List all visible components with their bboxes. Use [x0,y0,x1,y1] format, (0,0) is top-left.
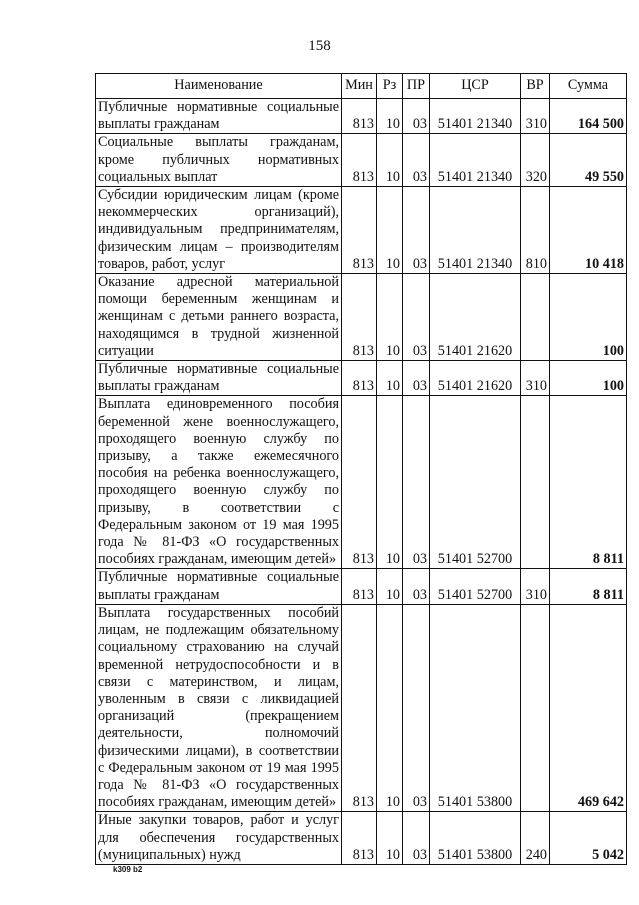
header-pr: ПР [403,74,430,99]
row-vr: 810 [521,187,550,274]
row-min: 813 [342,99,377,134]
row-vr: 310 [521,569,550,604]
row-sum: 8 811 [550,569,627,604]
row-pr: 03 [403,569,430,604]
row-vr: 310 [521,361,550,396]
row-pr: 03 [403,274,430,361]
row-name: Субсидии юридическим лицам (кроме некоммерческих организаций), индивидуальным предпринимателям, физическим лицам – производителям товаров, работ, услуг [96,187,342,274]
row-sum: 49 550 [550,134,627,187]
row-name: Выплата единовременного пособия беременной жене военнослужащего, проходящего военную службу по призыву, а также ежемесячного пособия на ребенка военнослужащего, проходящего военную службу по призыву, в соответствии с Федеральным законом от 19 мая 1995 года № 81-ФЗ «О государственных пособиях гражданам, имеющим детей» [96,396,342,569]
row-rz: 10 [377,187,403,274]
row-sum: 100 [550,361,627,396]
row-pr: 03 [403,604,430,811]
row-sum: 8 811 [550,396,627,569]
row-pr: 03 [403,99,430,134]
table-row [96,134,627,187]
budget-table [95,73,627,865]
row-sum: 164 500 [550,99,627,134]
row-min: 813 [342,396,377,569]
table-row [96,99,627,134]
row-name: Социальные выплаты гражданам, кроме публичных нормативных социальных выплат [96,134,342,187]
row-pr: 03 [403,396,430,569]
header-csr: ЦСР [430,74,521,99]
row-name: Публичные нормативные социальные выплаты гражданам [96,361,342,396]
row-vr [521,274,550,361]
row-csr: 51401 21620 [430,274,521,361]
row-rz: 10 [377,812,403,865]
row-name: Публичные нормативные социальные выплаты гражданам [96,569,342,604]
row-min: 813 [342,604,377,811]
row-sum: 5 042 [550,812,627,865]
row-sum: 10 418 [550,187,627,274]
table-row [96,361,627,396]
page-number: 158 [308,38,331,54]
header-row [96,74,627,99]
row-csr: 51401 52700 [430,396,521,569]
row-rz: 10 [377,569,403,604]
table-row [96,604,627,811]
row-vr: 320 [521,134,550,187]
header-min: Мин [342,74,377,99]
row-csr: 51401 21340 [430,187,521,274]
row-min: 813 [342,569,377,604]
row-min: 813 [342,361,377,396]
row-name: Выплата государственных пособий лицам, не подлежащим обязательному социальному страхованию на случай временной нетрудоспособности и в связи с материнством, и лицам, уволенным в связи с ликвидацией организаций (прекращением деятельности, полномочий физическими лицами), в соответствии с Федеральным законом от 19 мая 1995 года № 81-ФЗ «О государственных пособиях гражданам, имеющим детей» [96,604,342,811]
header-vr: ВР [521,74,550,99]
row-csr: 51401 53800 [430,604,521,811]
table-row [96,812,627,865]
row-rz: 10 [377,361,403,396]
row-sum: 100 [550,274,627,361]
table-row [96,274,627,361]
header-sum: Сумма [550,74,627,99]
row-pr: 03 [403,134,430,187]
row-pr: 03 [403,361,430,396]
row-rz: 10 [377,396,403,569]
row-rz: 10 [377,604,403,811]
row-rz: 10 [377,134,403,187]
row-csr: 51401 21340 [430,134,521,187]
table-row [96,569,627,604]
row-name: Иные закупки товаров, работ и услуг для обеспечения государственных (муниципальных) нужд [96,812,342,865]
header-rz: Рз [377,74,403,99]
row-name: Публичные нормативные социальные выплаты гражданам [96,99,342,134]
row-pr: 03 [403,187,430,274]
row-vr: 240 [521,812,550,865]
row-min: 813 [342,812,377,865]
table-row [96,187,627,274]
row-csr: 51401 53800 [430,812,521,865]
header-name: Наименование [96,74,342,99]
row-rz: 10 [377,274,403,361]
row-vr: 310 [521,99,550,134]
footer-code: k309 b2 [113,865,143,874]
row-csr: 51401 52700 [430,569,521,604]
row-min: 813 [342,134,377,187]
row-csr: 51401 21620 [430,361,521,396]
row-csr: 51401 21340 [430,99,521,134]
table-row [96,396,627,569]
row-min: 813 [342,274,377,361]
row-vr [521,604,550,811]
row-rz: 10 [377,99,403,134]
row-vr [521,396,550,569]
row-name: Оказание адресной материальной помощи беременным женщинам и женщинам с детьми раннего возраста, находящимся в трудной жизненной ситуации [96,274,342,361]
row-sum: 469 642 [550,604,627,811]
row-min: 813 [342,187,377,274]
row-pr: 03 [403,812,430,865]
